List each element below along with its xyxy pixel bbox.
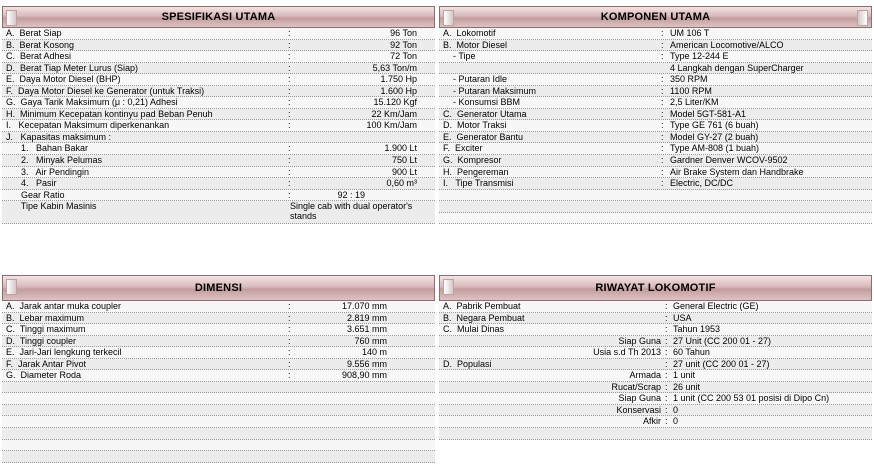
row-label: A. Lokomotif <box>443 28 496 38</box>
row-value: 350 RPM <box>670 74 708 85</box>
row-colon: : <box>288 62 291 73</box>
dimensi-header <box>2 275 435 301</box>
table-row <box>439 213 872 225</box>
row-label: C. Generator Utama <box>443 108 527 119</box>
table-row <box>439 313 872 325</box>
header-tab-left <box>6 10 17 26</box>
header-tab-left <box>443 10 454 26</box>
table-row <box>439 370 872 382</box>
row-colon: : <box>288 312 291 323</box>
table-row <box>2 63 435 75</box>
row-value: Type 12-244 E <box>670 51 729 62</box>
row-value: General Electric (GE) <box>673 301 759 311</box>
table-row <box>439 359 872 371</box>
row-label: H. Pengereman <box>443 166 509 177</box>
row-sublabel: Usia s.d Th 2013 <box>593 347 661 358</box>
table-row <box>2 336 435 348</box>
row-value: Model 5GT-581-A1 <box>670 108 747 119</box>
table-row <box>2 40 435 52</box>
table-row <box>2 120 435 132</box>
row-value: Tahun 1953 <box>673 324 721 335</box>
row-value: 2.819 mm <box>346 312 387 323</box>
row-colon: : <box>661 120 664 131</box>
row-colon: : <box>661 39 664 50</box>
row-colon: : <box>665 347 668 358</box>
row-colon: : <box>661 74 664 85</box>
table-row <box>2 51 435 63</box>
row-label: 1. Bahan Bakar <box>6 143 89 154</box>
table-row <box>439 347 872 359</box>
table-row <box>2 416 435 428</box>
row-sublabel: Siap Guna <box>618 393 661 404</box>
table-row <box>2 178 435 190</box>
row-label: B. Motor Diesel <box>443 39 508 50</box>
table-row <box>439 301 872 313</box>
row-label: 3. Air Pendingin <box>6 166 90 177</box>
row-value: 760 mm <box>354 335 387 346</box>
table-row <box>2 301 435 313</box>
row-colon: : <box>665 324 668 335</box>
table-row <box>439 74 872 86</box>
row-colon: : <box>665 381 668 392</box>
riwayat-table <box>439 301 872 440</box>
table-row <box>439 51 872 63</box>
row-value: 96 Ton <box>390 28 417 38</box>
table-row <box>2 109 435 121</box>
row-value: 908,90 mm <box>341 370 387 381</box>
row-colon: : <box>288 189 291 200</box>
row-value: Model GY-27 (2 buah) <box>670 131 759 142</box>
row-colon: : <box>661 143 664 154</box>
row-value: 72 Ton <box>390 51 417 62</box>
row-label: - Putaran Maksimum <box>443 85 537 96</box>
row-value: 22 Km/Jam <box>371 108 417 119</box>
header-tab-left <box>6 279 17 295</box>
table-row <box>2 382 435 394</box>
row-colon: : <box>661 178 664 189</box>
row-label: D. Populasi <box>443 358 492 369</box>
dimensi-title: DIMENSI <box>194 282 243 294</box>
spesifikasi-title: SPESIFIKASI UTAMA <box>161 11 276 23</box>
table-row <box>2 440 435 452</box>
riwayat-panel <box>439 275 872 440</box>
row-value: 9.556 mm <box>346 358 387 369</box>
spesifikasi-panel <box>2 6 435 224</box>
row-colon: : <box>661 131 664 142</box>
row-label: I. Tipe Transmisi <box>443 178 514 189</box>
row-colon: : <box>288 143 291 154</box>
row-sublabel: Afkir <box>643 416 661 427</box>
row-sublabel: Rucat/Scrap <box>611 381 661 392</box>
row-label: C. Berat Adhesi <box>6 51 72 62</box>
row-colon: : <box>288 347 291 358</box>
row-value: Electric, DC/DC <box>670 178 734 189</box>
row-label: B. Negara Pembuat <box>443 312 525 323</box>
komponen-header <box>439 6 872 28</box>
row-label: B. Berat Kosong <box>6 39 75 50</box>
row-colon: : <box>661 155 664 166</box>
row-value: 3.651 mm <box>346 324 387 335</box>
table-row <box>2 370 435 382</box>
table-row <box>439 201 872 213</box>
row-colon: : <box>288 120 291 131</box>
row-label: I. Kecepatan Maksimum diperkenankan <box>6 120 170 131</box>
table-row <box>439 120 872 132</box>
row-value: 100 Km/Jam <box>366 120 417 131</box>
table-row <box>439 382 872 394</box>
table-row <box>2 86 435 98</box>
row-value: 1 unit (CC 200 53 01 posisi di Dipo Cn) <box>673 393 830 404</box>
table-row <box>2 347 435 359</box>
row-colon: : <box>665 370 668 381</box>
table-row <box>2 428 435 440</box>
row-sublabel: Siap Guna <box>618 335 661 346</box>
riwayat-header <box>439 275 872 301</box>
row-label: G. Gaya Tarik Maksimum (μ : 0,21) Adhesi <box>6 97 178 108</box>
table-row <box>439 428 872 440</box>
header-tab-right <box>857 10 868 26</box>
table-row <box>2 201 435 224</box>
row-label: B. Lebar maximum <box>6 312 85 323</box>
row-value: 140 m <box>361 347 387 358</box>
row-colon: : <box>288 39 291 50</box>
row-label: - Konsumsi BBM <box>443 97 521 108</box>
row-label: F. Daya Motor Diesel ke Generator (untuk Traksi) <box>6 85 205 96</box>
table-row <box>439 405 872 417</box>
table-row <box>2 190 435 202</box>
row-value: 17.070 mm <box>341 301 387 311</box>
row-colon: : <box>665 393 668 404</box>
row-colon: : <box>661 108 664 119</box>
row-label: F. Exciter <box>443 143 483 154</box>
row-value: 60 Tahun <box>673 347 710 358</box>
row-label: A. Jarak antar muka coupler <box>6 301 122 311</box>
row-value: 92 Ton <box>390 39 417 50</box>
row-colon: : <box>288 370 291 381</box>
row-label: Tipe Kabin Masinis <box>6 201 97 212</box>
table-row <box>439 40 872 52</box>
row-value: 1.900 Lt <box>384 143 417 154</box>
table-row <box>439 155 872 167</box>
row-colon: : <box>288 324 291 335</box>
row-colon: : <box>288 51 291 62</box>
row-colon: : <box>665 335 668 346</box>
row-value: Type AM-808 (1 buah) <box>670 143 760 154</box>
row-colon: : <box>288 74 291 85</box>
row-value: 1 unit <box>673 370 696 381</box>
row-label: D. Tinggi coupler <box>6 335 77 346</box>
row-label: 4. Pasir <box>6 178 57 189</box>
table-row <box>439 109 872 121</box>
table-row <box>439 336 872 348</box>
row-value: 2,5 Liter/KM <box>670 97 719 108</box>
row-colon: : <box>665 404 668 415</box>
row-colon: : <box>288 178 291 189</box>
table-row <box>2 97 435 109</box>
table-row <box>2 359 435 371</box>
row-value: 0 <box>673 416 679 427</box>
row-colon: : <box>661 166 664 177</box>
row-colon: : <box>665 416 668 427</box>
row-value: 1.600 Hp <box>380 85 417 96</box>
row-colon: : <box>288 108 291 119</box>
row-colon: : <box>661 85 664 96</box>
spesifikasi-header <box>2 6 435 28</box>
row-value: Single cab with dual operator's stands <box>290 201 413 222</box>
table-row <box>439 324 872 336</box>
row-value: 27 Unit (CC 200 01 - 27) <box>673 335 772 346</box>
row-colon: : <box>665 312 668 323</box>
row-colon: : <box>661 51 664 62</box>
row-value: 1.750 Hp <box>380 74 417 85</box>
row-label: G. Kompresor <box>443 155 502 166</box>
row-colon: : <box>288 85 291 96</box>
row-colon: : <box>288 28 291 38</box>
table-row <box>439 143 872 155</box>
table-row <box>439 63 872 75</box>
row-label: D. Berat Tiap Meter Lurus (Siap) <box>6 62 139 73</box>
dimensi-panel <box>2 275 435 463</box>
table-row <box>439 97 872 109</box>
row-colon: : <box>288 155 291 166</box>
row-value: UM 106 T <box>670 28 710 38</box>
row-label: Gear Ratio <box>6 189 65 200</box>
row-colon: : <box>288 166 291 177</box>
table-row <box>2 167 435 179</box>
row-label: - Putaran Idle <box>443 74 508 85</box>
table-row <box>439 167 872 179</box>
table-row <box>2 28 435 40</box>
table-row <box>439 132 872 144</box>
table-row <box>2 132 435 144</box>
row-value: 92 : 19 <box>337 189 365 200</box>
row-label: H. Minimum Kecepatan kontinyu pad Beban Penuh <box>6 108 213 119</box>
row-value: 0,60 m³ <box>386 178 417 189</box>
header-tab-left <box>443 279 454 295</box>
row-colon: : <box>661 97 664 108</box>
row-value: Type GE 761 (6 buah) <box>670 120 759 131</box>
row-value: 4 Langkah dengan SuperCharger <box>670 62 804 73</box>
row-label: F. Jarak Antar Pivot <box>6 358 87 369</box>
row-sublabel: Konservasi <box>616 404 661 415</box>
row-label: A. Berat Siap <box>6 28 62 38</box>
riwayat-title: RIWAYAT LOKOMOTIF <box>595 282 716 294</box>
row-value: 15.120 Kgf <box>373 97 417 108</box>
row-colon: : <box>288 358 291 369</box>
row-value: Air Brake System dan Handbrake <box>670 166 804 177</box>
row-colon: : <box>288 301 291 311</box>
row-label: G. Diameter Roda <box>6 370 82 381</box>
row-colon: : <box>665 358 668 369</box>
row-value: 26 unit <box>673 381 701 392</box>
komponen-panel <box>439 6 872 224</box>
row-value: 0 <box>673 404 679 415</box>
table-row <box>2 324 435 336</box>
row-label: E. Jari-Jari lengkung terkecil <box>6 347 122 358</box>
komponen-table <box>439 28 872 224</box>
row-value: 1100 RPM <box>670 85 712 96</box>
table-row <box>2 405 435 417</box>
table-row <box>439 190 872 202</box>
row-label: - Tipe <box>443 51 476 62</box>
row-value: American Locomotive/ALCO <box>670 39 784 50</box>
table-row <box>2 143 435 155</box>
row-label: J. Kapasitas maksimum : <box>6 131 112 142</box>
row-value: Gardner Denver WCOV-9502 <box>670 155 788 166</box>
row-label: A. Pabrik Pembuat <box>443 301 521 311</box>
row-value: 900 Lt <box>391 166 417 177</box>
table-row <box>439 86 872 98</box>
row-colon: : <box>661 28 664 38</box>
table-row <box>439 178 872 190</box>
table-row <box>2 313 435 325</box>
table-row <box>2 74 435 86</box>
row-label: D. Motor Traksi <box>443 120 507 131</box>
table-row <box>2 393 435 405</box>
table-row <box>2 451 435 463</box>
row-label: 2. Minyak Pelumas <box>6 155 103 166</box>
komponen-title: KOMPONEN UTAMA <box>600 11 711 23</box>
table-row <box>439 28 872 40</box>
spesifikasi-table <box>2 28 435 224</box>
row-colon: : <box>288 335 291 346</box>
row-value: 27 unit (CC 200 01 - 27) <box>673 358 770 369</box>
table-row <box>439 416 872 428</box>
row-label: E. Daya Motor Diesel (BHP) <box>6 74 121 85</box>
row-value: USA <box>673 312 692 323</box>
row-value: 750 Lt <box>391 155 417 166</box>
row-sublabel: Armada <box>629 370 661 381</box>
row-label: E. Generator Bantu <box>443 131 524 142</box>
row-label: C. Tinggi maximum <box>6 324 86 335</box>
row-value: 5,63 Ton/m <box>372 62 417 73</box>
dimensi-table <box>2 301 435 463</box>
row-label: C. Mulai Dinas <box>443 324 505 335</box>
row-colon: : <box>665 301 668 311</box>
table-row <box>2 155 435 167</box>
table-row <box>439 393 872 405</box>
row-colon: : <box>288 97 291 108</box>
